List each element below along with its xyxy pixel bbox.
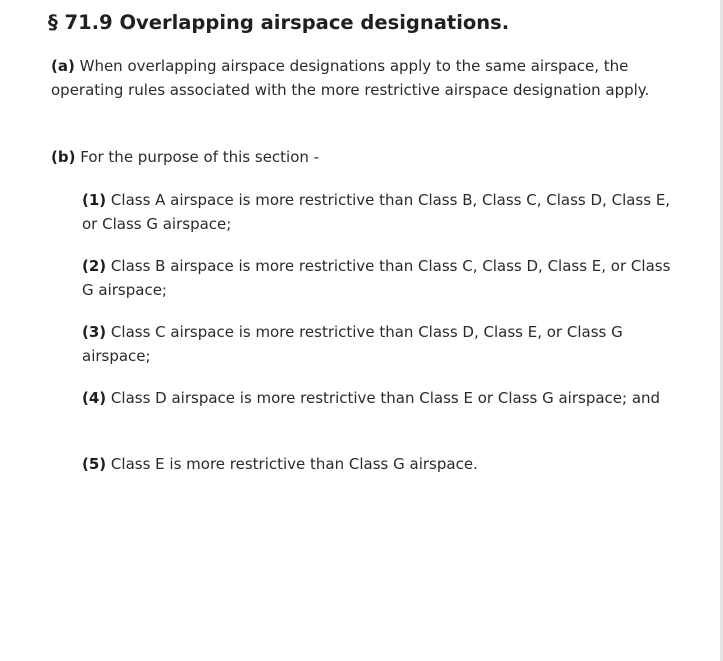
paragraph-b4 bbox=[82, 386, 682, 410]
paragraph-label: (b) bbox=[51, 148, 76, 166]
paragraph-text: Class A airspace is more restrictive than Class B, Class C, Class D, Class E, or Class G airspace; bbox=[82, 191, 671, 233]
paragraph-label: (3) bbox=[82, 323, 107, 341]
paragraph-b1 bbox=[82, 188, 682, 236]
paragraph-label: (5) bbox=[82, 455, 107, 473]
paragraph-b2 bbox=[82, 254, 682, 302]
paragraph-label: (a) bbox=[51, 57, 75, 75]
paragraph-b bbox=[51, 145, 666, 169]
paragraph-text: For the purpose of this section - bbox=[75, 148, 320, 166]
paragraph-a bbox=[51, 54, 666, 102]
paragraph-text: When overlapping airspace designations apply to the same airspace, the operating rules associated with the more restrictive airspace designation apply. bbox=[51, 57, 650, 99]
paragraph-label: (2) bbox=[82, 257, 107, 275]
paragraph-b3 bbox=[82, 320, 682, 368]
paragraph-text: Class B airspace is more restrictive than Class C, Class D, Class E, or Class G airspace; bbox=[82, 257, 671, 299]
paragraph-label: (1) bbox=[82, 191, 107, 209]
paragraph-text: Class C airspace is more restrictive than Class D, Class E, or Class G airspace; bbox=[82, 323, 623, 365]
paragraph-b5 bbox=[82, 452, 682, 476]
paragraph-text: Class E is more restrictive than Class G airspace. bbox=[106, 455, 478, 473]
paragraph-label: (4) bbox=[82, 389, 107, 407]
section-title: § 71.9 Overlapping airspace designations. bbox=[48, 11, 510, 34]
paragraph-text: Class D airspace is more restrictive than Class E or Class G airspace; and bbox=[106, 389, 661, 407]
